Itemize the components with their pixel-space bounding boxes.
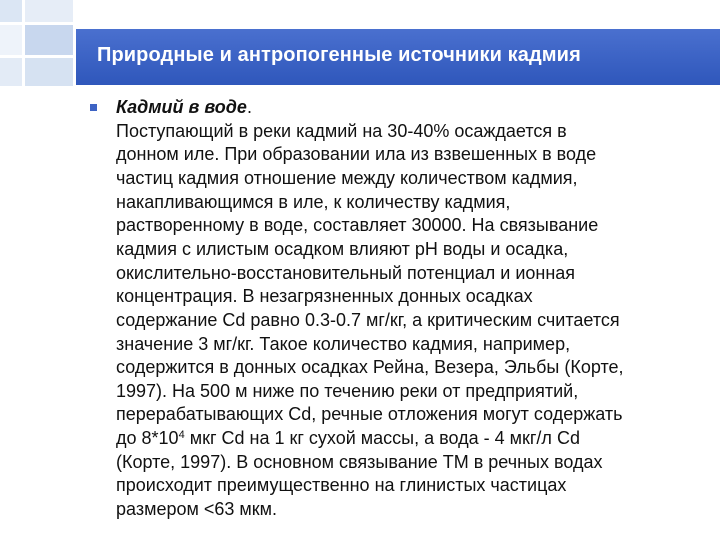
bullet-heading-text: Кадмий в воде	[116, 97, 247, 117]
paragraph-line: окислительно-восстановительный потенциал и ионная	[116, 262, 576, 283]
paragraph-line: значение 3 мг/кг. Такое количество кадмия, например,	[116, 333, 571, 354]
paragraph-line-with-superscript	[116, 427, 696, 451]
decor-square	[25, 25, 73, 55]
superscript-exponent: 4	[178, 429, 185, 442]
decor-square	[25, 0, 73, 22]
bullet-heading-suffix: .	[246, 97, 252, 117]
paragraph-line: содержится в донных осадках Рейна, Везера, Эльбы (Корте,	[116, 357, 624, 378]
paragraph-line: содержание Cd равно 0.3-0.7 мг/кг, а критическим считается	[116, 309, 620, 330]
paragraph-line: накапливающимся в иле, к количеству кадмия,	[116, 191, 511, 212]
bullet-paragraph	[116, 120, 696, 522]
decor-square	[0, 25, 22, 55]
paragraph-line: Поступающий в реки кадмий на 30-40% осаждается в	[116, 120, 567, 141]
paragraph-line: 1997). На 500 м ниже по течению реки от предприятий,	[116, 380, 579, 401]
paragraph-line: происходит преимущественно на глинистых частицах	[116, 475, 567, 496]
paragraph-line: растворенному в воде, составляет 30000. На связывание	[116, 215, 599, 236]
slide-content	[96, 96, 696, 522]
paragraph-line: (Корте, 1997). В основном связывание ТМ в речных водах	[116, 451, 603, 472]
bullet-item	[96, 96, 696, 120]
paragraph-line: размером <63 мкм.	[116, 499, 278, 520]
sup-line-start: до 8*10	[116, 428, 179, 449]
sup-line-end: мкг Cd на 1 кг сухой массы, а вода - 4 мкг/л Cd	[184, 428, 580, 449]
slide-title: Природные и антропогенные источники кадмия	[97, 44, 581, 66]
decor-square	[0, 58, 22, 86]
paragraph-line: концентрация. В незагрязненных донных осадках	[116, 286, 533, 307]
paragraph-line: кадмия с илистым осадком влияют pH воды и осадка,	[116, 238, 569, 259]
paragraph-line: перерабатывающих Cd, речные отложения могут содержать	[116, 404, 623, 425]
paragraph-line: частиц кадмия отношение между количеством кадмия,	[116, 167, 578, 188]
decor-square	[25, 58, 73, 86]
square-bullet-icon	[90, 104, 97, 111]
paragraph-line: донном иле. При образовании ила из взвешенных в воде	[116, 144, 597, 165]
decor-square	[0, 0, 22, 22]
bullet-heading	[116, 96, 696, 120]
